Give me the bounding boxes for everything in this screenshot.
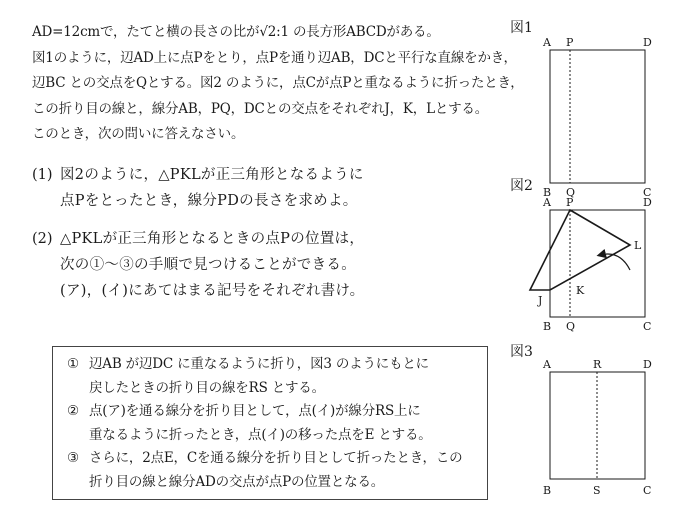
procedure-step-3 — [67, 447, 487, 494]
procedure-step-2 — [67, 400, 487, 447]
question-line: △PKLが正三角形となるときの点Pの位置は， — [60, 231, 365, 247]
question-line: 次の①～③の手順で見つけることができる。 — [60, 257, 356, 273]
label-c: C — [643, 186, 652, 199]
figure-3 — [510, 344, 652, 497]
label-d: D — [643, 36, 652, 49]
figure-2 — [510, 178, 652, 333]
label-b: B — [543, 320, 552, 333]
label-p: P — [566, 36, 574, 49]
label-l: L — [634, 239, 642, 252]
label-b: B — [543, 186, 552, 199]
intro-line: この折り目の線と，線分AB，PQ，DCとの交点をそれぞれJ，K，Lとする。 — [32, 100, 489, 117]
step-line: 点(ア)を通る線分を折り目として，点(イ)が線分RS上に — [89, 403, 421, 419]
label-d: D — [643, 196, 652, 209]
label-p: P — [566, 196, 574, 209]
question-2 — [32, 226, 502, 304]
intro-line: AD=12cmで，たてと横の長さの比が√2:1 の長方形ABCDがある。 — [32, 24, 440, 40]
figure-3-title: 図3 — [510, 344, 533, 360]
question-number: (2) — [32, 231, 53, 247]
label-a: A — [543, 36, 551, 49]
intro-line: 辺BC との交点をQとする。図2 のように，点Cが点Pと重なるように折ったとき， — [32, 75, 524, 91]
rectangle-abcd — [550, 50, 645, 183]
step-number: ③ — [67, 450, 80, 466]
label-d: D — [643, 358, 652, 371]
label-j: J — [538, 294, 543, 307]
label-a: A — [543, 196, 551, 209]
step-number: ② — [67, 403, 80, 419]
question-1 — [32, 162, 502, 214]
procedure-box — [52, 346, 488, 500]
figure-1 — [510, 20, 652, 199]
intro-line: このとき，次の問いに答えなさい。 — [32, 126, 245, 142]
procedure-step-1 — [67, 353, 487, 400]
label-a: A — [543, 358, 551, 371]
fold-arrow-icon — [600, 254, 630, 270]
label-k: K — [576, 284, 585, 297]
figure-2-title: 図2 — [510, 178, 533, 194]
question-line: 点Pをとったとき，線分PDの長さを求めよ。 — [60, 193, 358, 209]
folded-flap — [530, 210, 630, 290]
step-line: 辺AB が辺DC に重なるように折り，図3 のようにもとに — [89, 356, 429, 372]
label-q: Q — [566, 186, 576, 199]
label-q: Q — [566, 320, 576, 333]
label-s: S — [593, 484, 601, 497]
question-line: (ア)，(イ)にあてはまる記号をそれぞれ書け。 — [60, 283, 365, 299]
step-line: 重なるように折ったとき，点(イ)の移った点をE とする。 — [89, 426, 432, 443]
figures-column — [500, 0, 690, 521]
label-c: C — [643, 484, 652, 497]
step-line: 戻したときの折り目の線をRS とする。 — [89, 379, 325, 396]
label-b: B — [543, 484, 552, 497]
label-r: R — [593, 358, 602, 371]
question-line: 図2のように，△PKLが正三角形となるように — [60, 167, 364, 183]
question-number: (1) — [32, 167, 53, 183]
intro-line: 図1のように，辺AD上に点Pをとり，点Pを通り辺AB，DCと平行な直線をかき， — [32, 49, 517, 66]
figure-1-title: 図1 — [510, 20, 533, 36]
label-c: C — [643, 320, 652, 333]
step-line: さらに，2点E，Cを通る線分を折り目として折ったとき，この — [89, 450, 463, 466]
step-number: ① — [67, 356, 80, 372]
step-line: 折り目の線と線分ADの交点が点Pの位置となる。 — [89, 473, 385, 490]
problem-intro — [32, 20, 524, 148]
